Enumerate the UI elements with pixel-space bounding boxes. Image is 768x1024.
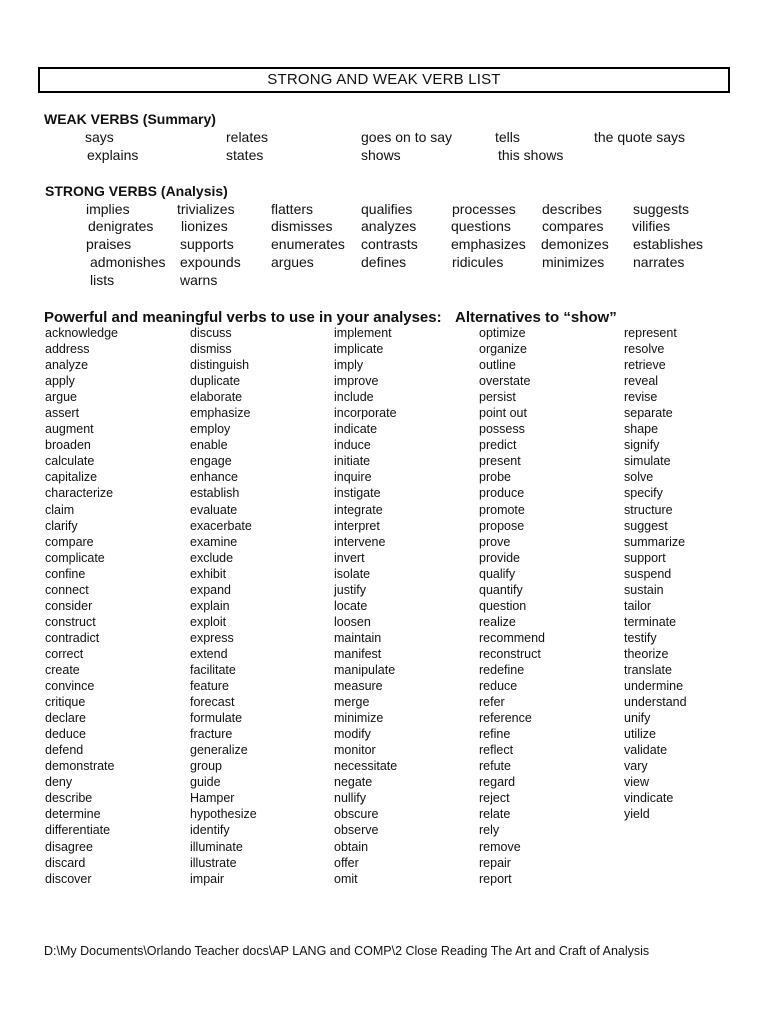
verb-item: warns [180, 272, 218, 288]
verb-item: this shows [498, 147, 564, 163]
verb-item: qualify [479, 566, 516, 581]
verb-item: analyze [45, 358, 89, 373]
verb-item: merge [334, 695, 370, 710]
verb-item: provide [479, 550, 520, 565]
verb-item: deduce [45, 727, 87, 742]
verb-item: terminate [624, 614, 677, 629]
verb-item: reconstruct [479, 646, 541, 661]
verb-item: understand [624, 695, 687, 710]
verb-item: capitalize [45, 470, 98, 485]
verb-item: duplicate [190, 374, 241, 389]
verb-item: dismiss [190, 342, 232, 357]
verb-item: guide [190, 775, 221, 790]
verb-item: elaborate [190, 390, 243, 405]
verb-item: consider [45, 598, 93, 613]
verb-item: initiate [334, 454, 371, 469]
verb-item: establish [190, 486, 240, 501]
verb-item: critique [45, 695, 86, 710]
verb-item: examine [190, 534, 238, 549]
verb-item: suggests [633, 201, 690, 217]
weak-verbs-heading: WEAK VERBS (Summary) [44, 111, 216, 127]
verb-item: correct [45, 646, 84, 661]
verb-item: interpret [334, 518, 380, 533]
verb-item: organize [479, 342, 527, 357]
verb-item: refer [479, 695, 505, 710]
verb-item: qualifies [361, 201, 413, 217]
verb-item: quantify [479, 582, 523, 597]
verb-item: relates [226, 129, 269, 145]
verb-item: praises [86, 236, 132, 252]
verb-item: redefine [479, 662, 525, 677]
verb-item: express [190, 630, 234, 645]
verb-item: persist [479, 390, 516, 405]
verb-item: connect [45, 582, 89, 597]
verb-item: confine [45, 566, 86, 581]
verb-item: declare [45, 711, 86, 726]
verb-item: inquire [334, 470, 372, 485]
verb-item: implicate [334, 342, 384, 357]
verb-item: monitor [334, 743, 376, 758]
verb-item: convince [45, 679, 95, 694]
verb-item: dismisses [271, 218, 333, 234]
verb-item: augment [45, 422, 94, 437]
verb-item: flatters [271, 201, 314, 217]
verb-item: sustain [624, 582, 664, 597]
verb-item: claim [45, 502, 75, 517]
verb-item: address [45, 342, 90, 357]
verb-item: hypothesize [190, 807, 257, 822]
verb-item: signify [624, 438, 660, 453]
verb-item: represent [624, 326, 677, 340]
verb-item: questions [451, 218, 511, 234]
verb-item: denigrates [88, 218, 154, 234]
verb-item: trivializes [177, 201, 235, 217]
verb-item: describe [45, 791, 93, 806]
verb-item: omit [334, 871, 358, 886]
verb-item: implies [86, 201, 130, 217]
verb-item: supports [180, 236, 234, 252]
verb-item: locate [334, 598, 368, 613]
powerful-verbs-heading: Powerful and meaningful verbs to use in your analyses: [44, 309, 442, 326]
verb-item: vindicate [624, 791, 674, 806]
verb-item: regard [479, 775, 516, 790]
verb-item: obtain [334, 839, 369, 854]
verb-column-1 [45, 325, 118, 887]
verb-item: specify [624, 486, 663, 501]
verb-item: apply [45, 374, 75, 389]
verb-item: establishes [633, 236, 704, 252]
verb-item: argue [45, 390, 77, 405]
verb-item: emphasize [190, 406, 251, 421]
verb-item: engage [190, 454, 232, 469]
verb-item: fracture [190, 727, 233, 742]
verb-item: differentiate [45, 823, 111, 838]
verb-item: feature [190, 679, 229, 694]
verb-item: realize [479, 614, 516, 629]
verb-item: shows [361, 147, 401, 163]
verb-item: minimizes [542, 254, 605, 270]
verb-item: vilifies [632, 218, 671, 234]
page-title: STRONG AND WEAK VERB LIST [38, 67, 730, 93]
verb-item: says [85, 129, 114, 145]
verb-item: intervene [334, 534, 386, 549]
verb-item: propose [479, 518, 525, 533]
verb-item: exhibit [190, 566, 227, 581]
verb-item: implement [334, 326, 392, 340]
verb-item: impair [190, 871, 225, 886]
verb-item: translate [624, 662, 672, 677]
verb-item: structure [624, 502, 673, 517]
verb-item: improve [334, 374, 379, 389]
verb-column-2 [190, 325, 257, 887]
verb-item: view [624, 775, 650, 790]
verb-item: observe [334, 823, 379, 838]
verb-item: demonizes [541, 236, 609, 252]
verb-item: manifest [334, 646, 382, 661]
alternatives-heading: Alternatives to “show” [455, 309, 617, 326]
verb-item: validate [624, 743, 668, 758]
verb-item: possess [479, 422, 525, 437]
verb-item: undermine [624, 679, 684, 694]
verb-item: contradict [45, 630, 100, 645]
verb-item: necessitate [334, 759, 398, 774]
verb-item: construct [45, 614, 96, 629]
verb-item: clarify [45, 518, 78, 533]
verb-item: reveal [624, 374, 659, 389]
verb-item: characterize [45, 486, 114, 501]
verb-item: lists [90, 272, 115, 288]
verb-item: identify [190, 823, 230, 838]
verb-item: utilize [624, 727, 656, 742]
verb-item: group [190, 759, 222, 774]
verb-item: forecast [190, 695, 235, 710]
verb-item: overstate [479, 374, 531, 389]
verb-item: describes [542, 201, 602, 217]
verb-item: argues [271, 254, 314, 270]
verb-item: rely [479, 823, 500, 838]
verb-item: negate [334, 775, 373, 790]
verb-item: determine [45, 807, 101, 822]
verb-item: facilitate [190, 662, 236, 677]
verb-item: reject [479, 791, 510, 806]
verb-item: analyzes [361, 218, 417, 234]
verb-item: unify [624, 711, 651, 726]
verb-item: exacerbate [190, 518, 252, 533]
verb-item: justify [334, 582, 366, 597]
verb-item: reference [479, 711, 532, 726]
verb-item: discard [45, 855, 86, 870]
verb-item: incorporate [334, 406, 397, 421]
verb-item: imply [334, 358, 364, 373]
verb-item: isolate [334, 566, 371, 581]
verb-item: outline [479, 358, 516, 373]
verb-item: vary [624, 759, 648, 774]
verb-item: reduce [479, 679, 518, 694]
verb-item: testify [624, 630, 657, 645]
verb-item: modify [334, 727, 371, 742]
verb-item: simulate [624, 454, 671, 469]
verb-item: employ [190, 422, 231, 437]
verb-item: question [479, 598, 527, 613]
verb-item: enable [190, 438, 228, 453]
verb-item: separate [624, 406, 673, 421]
verb-column-3 [334, 325, 397, 887]
verb-item: suggest [624, 518, 668, 533]
verb-item: reflect [479, 743, 514, 758]
verb-item: promote [479, 502, 525, 517]
verb-item: expounds [180, 254, 241, 270]
verb-item: Hamper [190, 791, 235, 806]
verb-item: defines [361, 254, 407, 270]
verb-item: evaluate [190, 502, 238, 517]
verb-item: exclude [190, 550, 234, 565]
verb-item: relate [479, 807, 511, 822]
verb-item: demonstrate [45, 759, 115, 774]
verb-item: processes [452, 201, 516, 217]
verb-column-5 [624, 325, 687, 822]
verb-column-4 [479, 325, 545, 887]
verb-item: integrate [334, 502, 383, 517]
verb-item: produce [479, 486, 525, 501]
verb-item: enhance [190, 470, 238, 485]
verb-item: the quote says [594, 129, 686, 145]
verb-item: include [334, 390, 374, 405]
verb-item: illuminate [190, 839, 243, 854]
verb-item: defend [45, 743, 84, 758]
verb-item: tailor [624, 598, 652, 613]
verb-item: compares [542, 218, 604, 234]
strong-verbs-heading: STRONG VERBS (Analysis) [45, 183, 228, 199]
verb-item: complicate [45, 550, 105, 565]
verb-item: remove [479, 839, 521, 854]
verb-item: nullify [334, 791, 366, 806]
verb-item: optimize [479, 326, 526, 340]
verb-item: explain [190, 598, 230, 613]
verb-item: summarize [624, 534, 686, 549]
verb-item: point out [479, 406, 527, 421]
verb-item: broaden [45, 438, 91, 453]
verb-item: formulate [190, 711, 243, 726]
verb-item: refine [479, 727, 511, 742]
verb-item: loosen [334, 614, 371, 629]
verb-item: minimize [334, 711, 384, 726]
verb-item: induce [334, 438, 371, 453]
verb-item: goes on to say [361, 129, 453, 145]
verb-item: support [624, 550, 666, 565]
verb-item: measure [334, 679, 383, 694]
verb-item: recommend [479, 630, 545, 645]
verb-item: extend [190, 646, 228, 661]
verb-item: admonishes [90, 254, 166, 270]
verb-item: shape [624, 422, 659, 437]
verb-item: explains [87, 147, 139, 163]
verb-item: exploit [190, 614, 227, 629]
verb-item: compare [45, 534, 94, 549]
verb-item: create [45, 662, 80, 677]
verb-item: expand [190, 582, 232, 597]
verb-item: tells [495, 129, 520, 145]
verb-item: lionizes [181, 218, 228, 234]
verb-item: deny [45, 775, 73, 790]
verb-item: solve [624, 470, 654, 485]
verb-item: resolve [624, 342, 665, 357]
verb-item: discuss [190, 326, 232, 340]
verb-item: offer [334, 855, 359, 870]
verb-item: retrieve [624, 358, 666, 373]
verb-item: calculate [45, 454, 95, 469]
verb-item: predict [479, 438, 517, 453]
verb-item: present [479, 454, 521, 469]
verb-item: enumerates [271, 236, 345, 252]
verb-item: manipulate [334, 662, 396, 677]
verb-item: distinguish [190, 358, 250, 373]
verb-item: illustrate [190, 855, 237, 870]
verb-item: disagree [45, 839, 93, 854]
verb-item: prove [479, 534, 511, 549]
verb-item: narrates [633, 254, 685, 270]
verb-item: assert [45, 406, 80, 421]
verb-item: contrasts [361, 236, 418, 252]
verb-item: indicate [334, 422, 378, 437]
verb-item: discover [45, 871, 92, 886]
verb-item: theorize [624, 646, 669, 661]
verb-item: refute [479, 759, 511, 774]
verb-item: yield [624, 807, 650, 822]
verb-item: maintain [334, 630, 382, 645]
verb-item: probe [479, 470, 511, 485]
verb-item: states [226, 147, 264, 163]
verb-item: instigate [334, 486, 381, 501]
verb-item: revise [624, 390, 658, 405]
verb-item: emphasizes [451, 236, 526, 252]
verb-item: obscure [334, 807, 379, 822]
verb-item: ridicules [452, 254, 504, 270]
file-path-footer: D:\My Documents\Orlando Teacher docs\AP LANG and COMP\2 Close Reading The Art and Craft of Analysis [44, 944, 650, 958]
verb-item: repair [479, 855, 511, 870]
verb-item: generalize [190, 743, 248, 758]
verb-item: report [479, 871, 512, 886]
verb-item: acknowledge [45, 326, 118, 340]
verb-item: invert [334, 550, 365, 565]
verb-item: suspend [624, 566, 672, 581]
